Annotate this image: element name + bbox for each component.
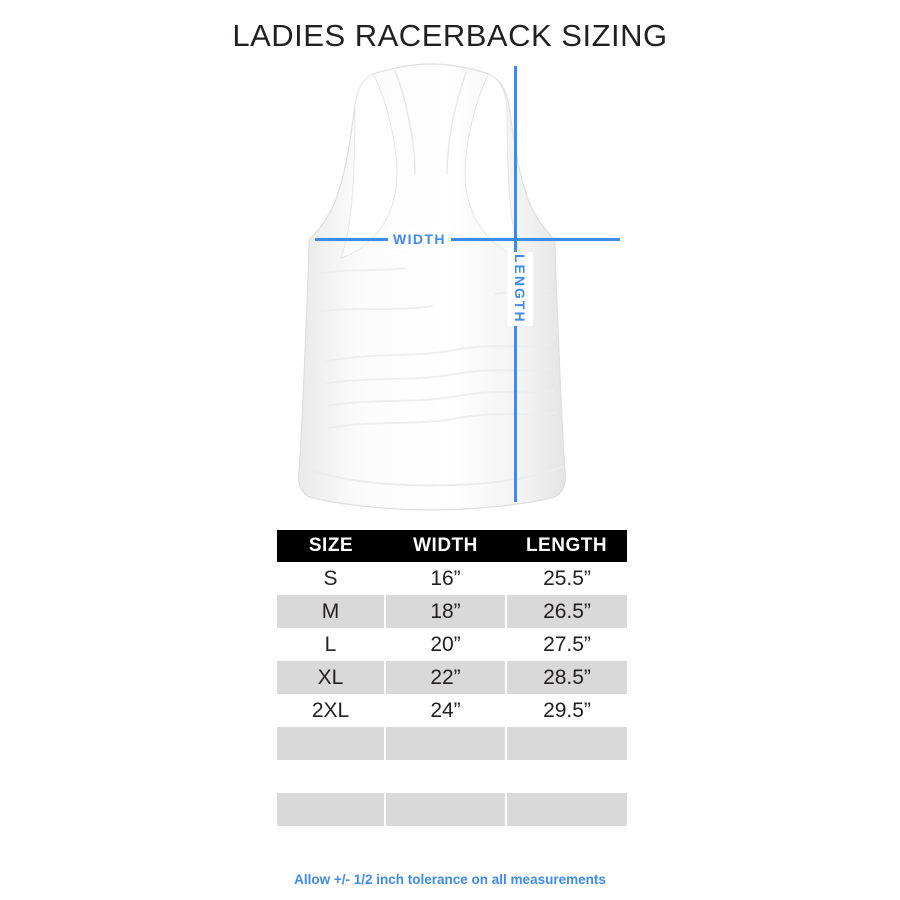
table-row bbox=[277, 562, 627, 595]
cell-width: 24” bbox=[385, 694, 506, 727]
tolerance-note: Allow +/- 1/2 inch tolerance on all measurements bbox=[294, 872, 606, 887]
column-header-width: WIDTH bbox=[385, 530, 506, 562]
table-row bbox=[277, 628, 627, 661]
table-row bbox=[277, 661, 627, 694]
cell-size: M bbox=[277, 595, 385, 628]
cell-length: 27.5” bbox=[506, 628, 627, 661]
cell-length bbox=[506, 727, 627, 760]
cell-size bbox=[277, 826, 385, 859]
table-row bbox=[277, 595, 627, 628]
cell-width bbox=[385, 793, 506, 826]
cell-size: L bbox=[277, 628, 385, 661]
cell-length bbox=[506, 793, 627, 826]
cell-width bbox=[385, 826, 506, 859]
garment-diagram bbox=[255, 62, 655, 517]
cell-size bbox=[277, 793, 385, 826]
cell-width: 22” bbox=[385, 661, 506, 694]
cell-length: 28.5” bbox=[506, 661, 627, 694]
cell-width: 16” bbox=[385, 562, 506, 595]
cell-length bbox=[506, 826, 627, 859]
cell-size bbox=[277, 760, 385, 793]
cell-size: S bbox=[277, 562, 385, 595]
cell-width: 18” bbox=[385, 595, 506, 628]
cell-length: 26.5” bbox=[506, 595, 627, 628]
racerback-tank-illustration bbox=[255, 62, 655, 517]
table-row bbox=[277, 793, 627, 826]
table-row bbox=[277, 760, 627, 793]
page-title: LADIES RACERBACK SIZING bbox=[232, 18, 668, 53]
cell-width bbox=[385, 760, 506, 793]
cell-length: 29.5” bbox=[506, 694, 627, 727]
cell-length: 25.5” bbox=[506, 562, 627, 595]
width-guide-line bbox=[315, 238, 620, 241]
cell-size: XL bbox=[277, 661, 385, 694]
column-header-size: SIZE bbox=[277, 530, 385, 562]
cell-length bbox=[506, 760, 627, 793]
cell-width: 20” bbox=[385, 628, 506, 661]
table-row bbox=[277, 727, 627, 760]
table-row bbox=[277, 694, 627, 727]
size-table bbox=[277, 530, 627, 859]
table-header-row bbox=[277, 530, 627, 562]
width-guide-label: WIDTH bbox=[388, 229, 451, 249]
length-guide-label: LENGTH bbox=[507, 252, 533, 326]
table-row bbox=[277, 826, 627, 859]
cell-size bbox=[277, 727, 385, 760]
cell-width bbox=[385, 727, 506, 760]
column-header-length: LENGTH bbox=[506, 530, 627, 562]
cell-size: 2XL bbox=[277, 694, 385, 727]
